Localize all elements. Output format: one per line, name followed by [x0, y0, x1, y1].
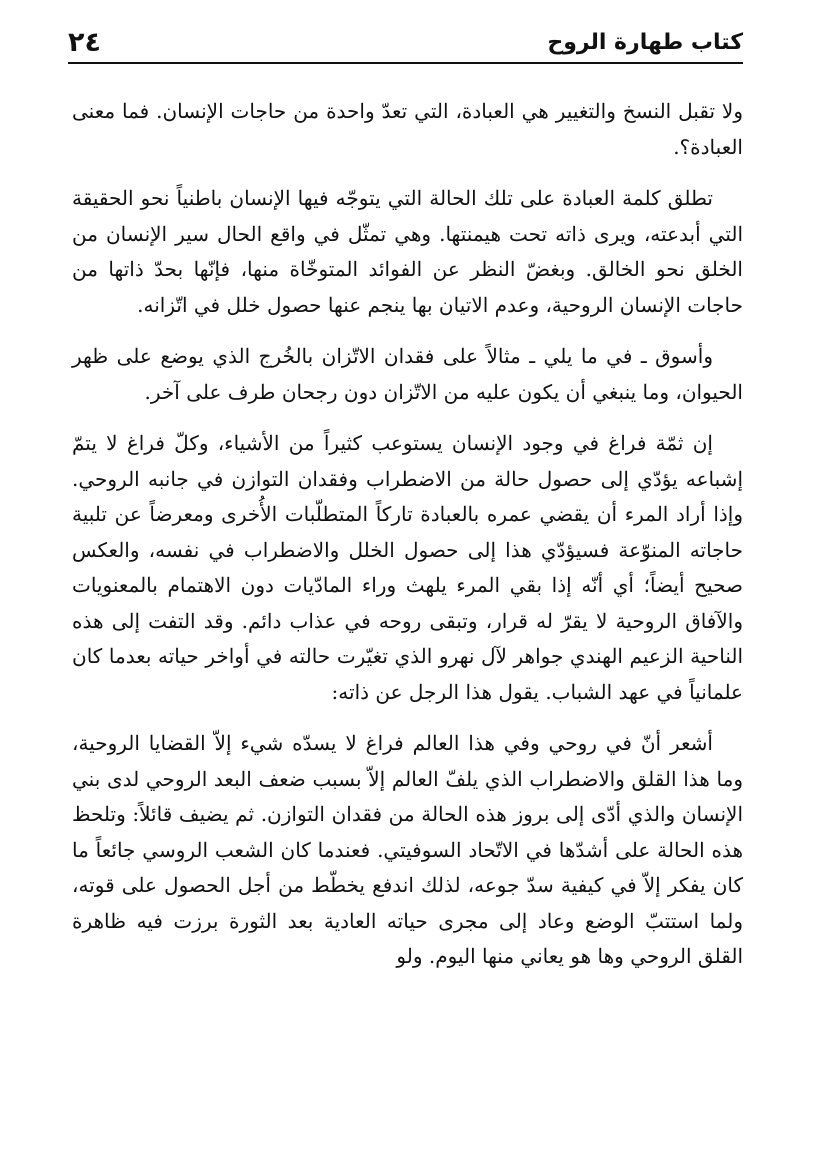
paragraph: وأسوق ـ في ما يلي ـ مثالاً على فقدان الاتّزان بالخُرج الذي يوضع على ظهر الحيوان، وما ينبغي أن يكون عليه من الاتّزان دون رجحان طرف على آخر.	[72, 344, 743, 404]
quoted-paragraph: أشعر أنّ في روحي وفي هذا العالم فراغ لا يسدّه شيء إلاّ القضايا الروحية، وما هذا القلق والاضطراب الذي يلفّ العالم إلاّ بسبب ضعف البعد الروحي لدى بني الإنسان والذي أدّى إلى بروز هذه الحالة من فقدان التوازن. ثم يضيف قائلاً: وتلحظ هذه الحالة على أشدّها في الاتّحاد السوفيتي. فعندما كان الشعب الروسي جائعاً ما كان يفكر إلاّ في كيفية سدّ جوعه، لذلك اندفع يخطّط من أجل الحصول على قوته، ولما استتبّ الوضع وعاد إلى مجرى حياته العادية بعد الثورة برزت فيه ظاهرة القلق الروحي وها هو يعاني منها اليوم. ولو	[72, 731, 743, 968]
paragraph: ولا تقبل النسخ والتغيير هي العبادة، التي تعدّ واحدة من حاجات الإنسان. فما معنى العبادة؟.	[72, 99, 743, 159]
book-title: كتاب طهارة الروح	[547, 29, 743, 55]
running-header	[68, 22, 743, 64]
paragraph: تطلق كلمة العبادة على تلك الحالة التي يتوجّه فيها الإنسان باطنياً نحو الحقيقة التي أبدعته، ويرى ذاته تحت هيمنتها. وهي تمثّل في واقع الحال سير الإنسان من الخلق نحو الخالق. وبغضّ النظر عن الفوائد المتوخّاة منها، فإنّها بحدّ ذاتها من حاجات الإنسان الروحية، وعدم الاتيان بها ينجم عنها حصول خلل في اتّزانه.	[72, 186, 743, 317]
body-text	[72, 94, 743, 991]
page-number: ٢٤	[68, 26, 101, 58]
paragraph: إن ثمّة فراغ في وجود الإنسان يستوعب كثيراً من الأشياء، وكلّ فراغ لا يتمّ إشباعه يؤدّي إلى حصول حالة من الاضطراب وفقدان التوازن في جانبه الروحي. وإذا أراد المرء أن يقضي عمره بالعبادة تاركاً المتطلّبات الأُخرى ومعرضاً عن تلبية حاجاته المنوّعة فسيؤدّي هذا إلى حصول الخلل والاضطراب في نفسه، والعكس صحيح أيضاً؛ أي أنّه إذا بقي المرء يلهث وراء المادّيات دون الاهتمام بالمعنويات والآفاق الروحية لا يقرّ له قرار، وتبقى روحه في عذاب دائم. وقد التفت إلى هذه الناحية الزعيم الهندي جواهر لآل نهرو الذي تغيّرت حالته في أواخر حياته بعدما كان علمانياً في عهد الشباب. يقول هذا الرجل عن ذاته:	[72, 431, 744, 704]
